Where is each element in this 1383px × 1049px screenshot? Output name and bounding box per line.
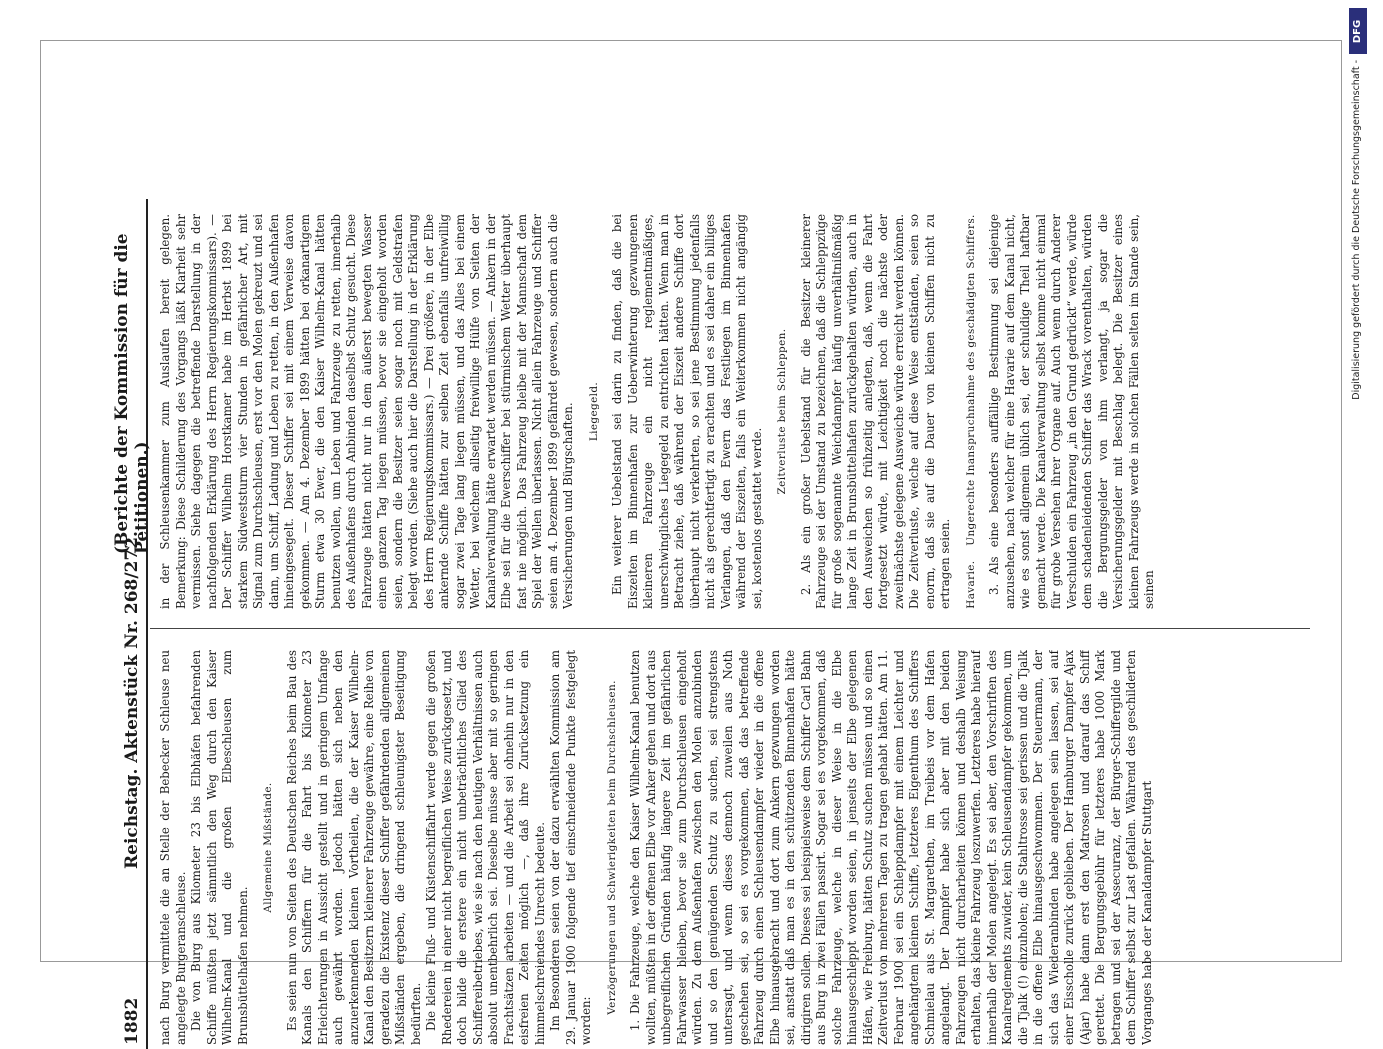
digitization-note: Digitalisierung gefördert durch die Deutsche Forschungsgemeinschaft - <box>1351 60 1362 400</box>
paragraph: 2. Als ein großer Uebelstand für die Besitzer kleinerer Fahrzeuge sei der Umstand zu bezeichnen, daß die Schleppzüge für große sogenannte Weichdampfer häufig unverhältnißmäßig lange Zeit in Brunsbüttelhafen zurückgehalten würden, auch in den Ausweichen so frühzeitig anlegten, daß, wenn die Fahrt fortgesetzt würde, mit Leichtigkeit noch die nächste oder zweitnächste gelegene Ausweiche würde erreicht werden können. Die Zeitverluste, welche auf diese Weise entständen, seien so enorm, daß sie auf die Dauer von kleinen Schiffen nicht zu ertragen seien. <box>798 214 952 609</box>
paragraph: Ein weiterer Uebelstand sei darin zu finden, daß die bei Eiszeiten im Binnenhafen zur Ueberwinterung gezwungenen kleineren Fahrzeuge ein nicht reglementmäßiges, unerschwingliches Liegegeld zu entrichten hätten. Wenn man in Betracht ziehe, daß während der Eiszeit andere Schiffe dort überhaupt nicht verkehrten, so sei jene Bestimmung jedenfalls nicht als gerechtfertigt zu erachten und es sei daher ein billiges Verlangen, daß den Ewern das Festliegen im Binnenhafen während der Eiszeiten, falls ein Weiterkommen nicht angängig sei, kostenlos gestattet werde. <box>610 214 764 609</box>
page-number: 1882 <box>122 997 142 1045</box>
page-header <box>112 199 152 1049</box>
section-heading: Zeitverluste beim Schleppen. <box>776 328 788 495</box>
dfg-logo: DFG <box>1349 8 1367 54</box>
section-label-text: Ungerechte Inanspruchnahme des geschädigten Schiffers. <box>964 214 977 546</box>
section-label: Havarie. <box>964 560 977 609</box>
section-heading: Liegegeld. <box>587 381 600 442</box>
section-heading: Allgemeine Mißstände. <box>262 782 274 913</box>
paragraph: Die kleine Fluß- und Küstenschiffahrt werde gegen die großen Rhedereien in einer nicht begreiflichen Weise zurückgesetzt, und doch bilde die erstere ein nicht unbeträchtliches Glied des Schiffereibetriebes, wie sie nach den heutigen Verhältnissen auch absolut unentbehrlich sei. Dieselbe müsse aber mit so geringen Frachtsätzen arbeiten — und die Arbeit sei ohnehin nur in den eisfreien Zeiten möglich —, daß ihre Zurücksetzung ein himmelschreiendes Unrecht bedeute. <box>424 650 547 1045</box>
page-subtitle: (Berichte der Kommission für die Petitionen.) <box>112 233 152 554</box>
right-column <box>158 214 1308 609</box>
paragraph: Im Besonderen seien von der dazu erwählten Kommission am 29. Januar 1900 folgende tief einschneidende Punkte festgelegt worden: <box>548 650 593 1045</box>
page-title: Reichstag. Aktenstück Nr. 268/272. <box>122 531 142 869</box>
left-column <box>158 650 1308 1045</box>
paragraph: Es seien nun von Seiten des Deutschen Reiches beim Bau des Kanals den Schiffern für die Fahrt bis Kilometer 23 Erleichterungen in Aussicht gestellt und in geringem Umfange auch gewährt worden. Jedoch hätten sich neben den anzuerkennenden kleinen Vortheilen, die der Kaiser Wilhelm-Kanal den Besitzern kleinerer Fahrzeuge gewähre, eine Reihe von geradezu die Existenz dieser Schiffer gefährdenden allgemeinen Mißständen ergeben, die dringend schleunigster Beseitigung bedürften. <box>284 650 423 1045</box>
section-heading <box>964 214 980 609</box>
column-divider <box>150 628 1310 629</box>
paragraph: 3. Als eine besonders auffällige Bestimmung sei diejenige anzusehen, nach welcher für eine Havarie auf dem Kanal nicht, wie es sonst allgemein üblich sei, der schuldige Theil haftbar gemacht werde. Die Kanalverwaltung selbst komme nicht einmal für grobe Versehen ihrer Organe auf. Auch wenn durch Anderer Verschulden ein Fahrzeug „in den Grund gedrückt“ werde, würde dem schadenleidenden Schiffer das Wrack vorenthalten, würden die Bergungsgelder von ihm verlangt, ja sogar die Versicherungsgelder mit Beschlag belegt. Die Besitzer eines kleinen Fahrzeugs werde in solchen Fällen selten im Stande sein, seinen <box>987 214 1156 609</box>
paragraph: 1. Die Fahrzeuge, welche den Kaiser Wilhelm-Kanal benutzen wollten, müßten in der offenen Elbe vor Anker gehen und dort aus unbegreiflichen Gründen häufig längere Zeit im gefährlichen Fahrwasser bleiben, bevor sie zum Durchschleusen eingeholt würden. Zu dem Außenhafen zwischen den Molen anzubinden und so den genügenden Schutz zu suchen, sei strengstens untersagt, und wenn dieses dennoch zuweilen aus Noth geschehen sei, so sei es vorgekommen, daß das betreffende Fahrzeug durch einen Schleusendampfer wieder in die offene Elbe hinausgebracht und dort zum Ankern gezwungen worden sei, anstatt daß man es in den schützenden Binnenhafen hätte dirigiren sollen. Dieses sei beispielsweise dem Schiffer Carl Bahn aus Burg in zwei Fällen passirt. Sogar sei es vorgekommen, daß solche Fahrzeuge, welche in dieser Weise in die Elbe hinausgeschleppt worden seien, in jenseits der Elbe gelegenen Häfen, wie Freiburg, hätten Schutz suchen müssen und so einen Zeitverlust von mehreren Tagen zu tragen gehabt hätten. Am 11. Februar 1900 sei ein Schleppdampfer mit einem Leichter und angehängtem kleinen Schiffe, letzteres Eigenthum des Schiffers Schmielau aus St. Margarethen, im Treibeis vor dem Hafen angelangt. Der Dampfer habe sich aber mit den beiden Fahrzeugen nicht durcharbeiten können und deshalb Weisung erhalten, das kleine Fahrzeug loszuwerfen. Letzteres habe hierauf innerhalb der Molen angelegt. Es sei aber, den Vorschriften des Kanalreglements zuwider, kein Schleusendampfer gekommen, um die Tjalk (!) einzuholen; die Stahltrosse sei gerissen und die Tjalk in die offene Elbe hinausgeschwommen. Der Steuermann, der sich das Wiederanbinden habe angelegen sein lassen, sei auf einer Eisscholle zurück geblieben. Der Hamburger Dampfer Ajax (Ajar) habe dann erst den Matrosen und darauf das Schiff gerettet. Die Bergungsgebühr für letzteres habe 1000 Mark betragen und sei der Assecuranz, der Bürger-Schiffergilde und dem Schiffer selbst zur Last gefallen. Während des geschilderten Vorganges habe der Kanaldampfer Stuttgart <box>628 650 1154 1045</box>
paragraph: in der Schleusenkammer zum Auslaufen bereit gelegen. Bemerkung: Diese Schilderung des Vorgangs läßt Klarheit sehr vermissen. Siehe dagegen die betreffende Darstellung in der nachfolgenden Erklärung des Herrn Regierungskommissars). — Der Schiffer Wilhelm Horstkamer habe im Herbst 1899 bei starkem Südweststurm vier Stunden in gefährlicher Art, mit Signal zum Durchschleusen, erst vor den Molen gekreuzt und sei dann, um Schiff, Ladung und Leben zu retten, in den Außenhafen hineingesegelt. Dieser Schiffer sei mit einem Verweise davon gekommen. — Am 4. Dezember 1899 hätten bei orkanartigem Sturm etwa 30 Ewer, die den Kaiser Wilhelm-Kanal hätten benutzen wollen, um Leben und Fahrzeuge zu retten, innerhalb des Außenhafens durch Anbinden daselbst Schutz gesucht. Diese Fahrzeuge hätten nicht nur in dem äußerst bewegten Wasser einen ganzen Tag liegen müssen, bevor sie eingeholt worden seien, sondern die Besitzer seien sogar noch mit Geldstrafen belegt worden. (Siehe auch hier die Darstellung in der Erklärung des Herrn Regierungskommissars.) — Drei größere, in der Elbe ankernde Schiffe hätten zur selben Zeit ebenfalls unfreiwillig sogar zwei Tage lang liegen müssen, und das Alles bei einem Wetter, bei welchem allseitig freiwillige Hülfe von Seiten der Kanalverwaltung hätte erwartet werden müssen. — Ankern in der Elbe sei für die Ewerschiffer bei stürmischem Wetter überhaupt fast nie möglich. Das Fahrzeug bleibe mit der Mannschaft dem Spiel der Wellen überlassen. Nicht allein Fahrzeuge und Schiffer seien am 4. Dezember 1899 gefährdet gewesen, sondern auch die Versicherungen und Bürgschaften. <box>158 214 575 609</box>
document-page <box>112 199 1318 1049</box>
paragraph: nach Burg vermittele die an Stelle der Bebecker Schleuse neu angelegte Burgeranschleuse. <box>158 650 188 1045</box>
section-heading: Verzögerungen und Schwierigkeiten beim Durchschleusen. <box>605 680 618 1015</box>
sidebar-credit <box>1347 0 1377 1000</box>
paragraph: Die von Burg aus Kilometer 23 bis Elbhäfen befahrenden Schiffe müßten jetzt sämmtlich den Weg durch den Kaiser Wilhelm-Kanal und die großen Elbeschleusen zum Brunsbüttelhafen nehmen. <box>189 650 250 1045</box>
